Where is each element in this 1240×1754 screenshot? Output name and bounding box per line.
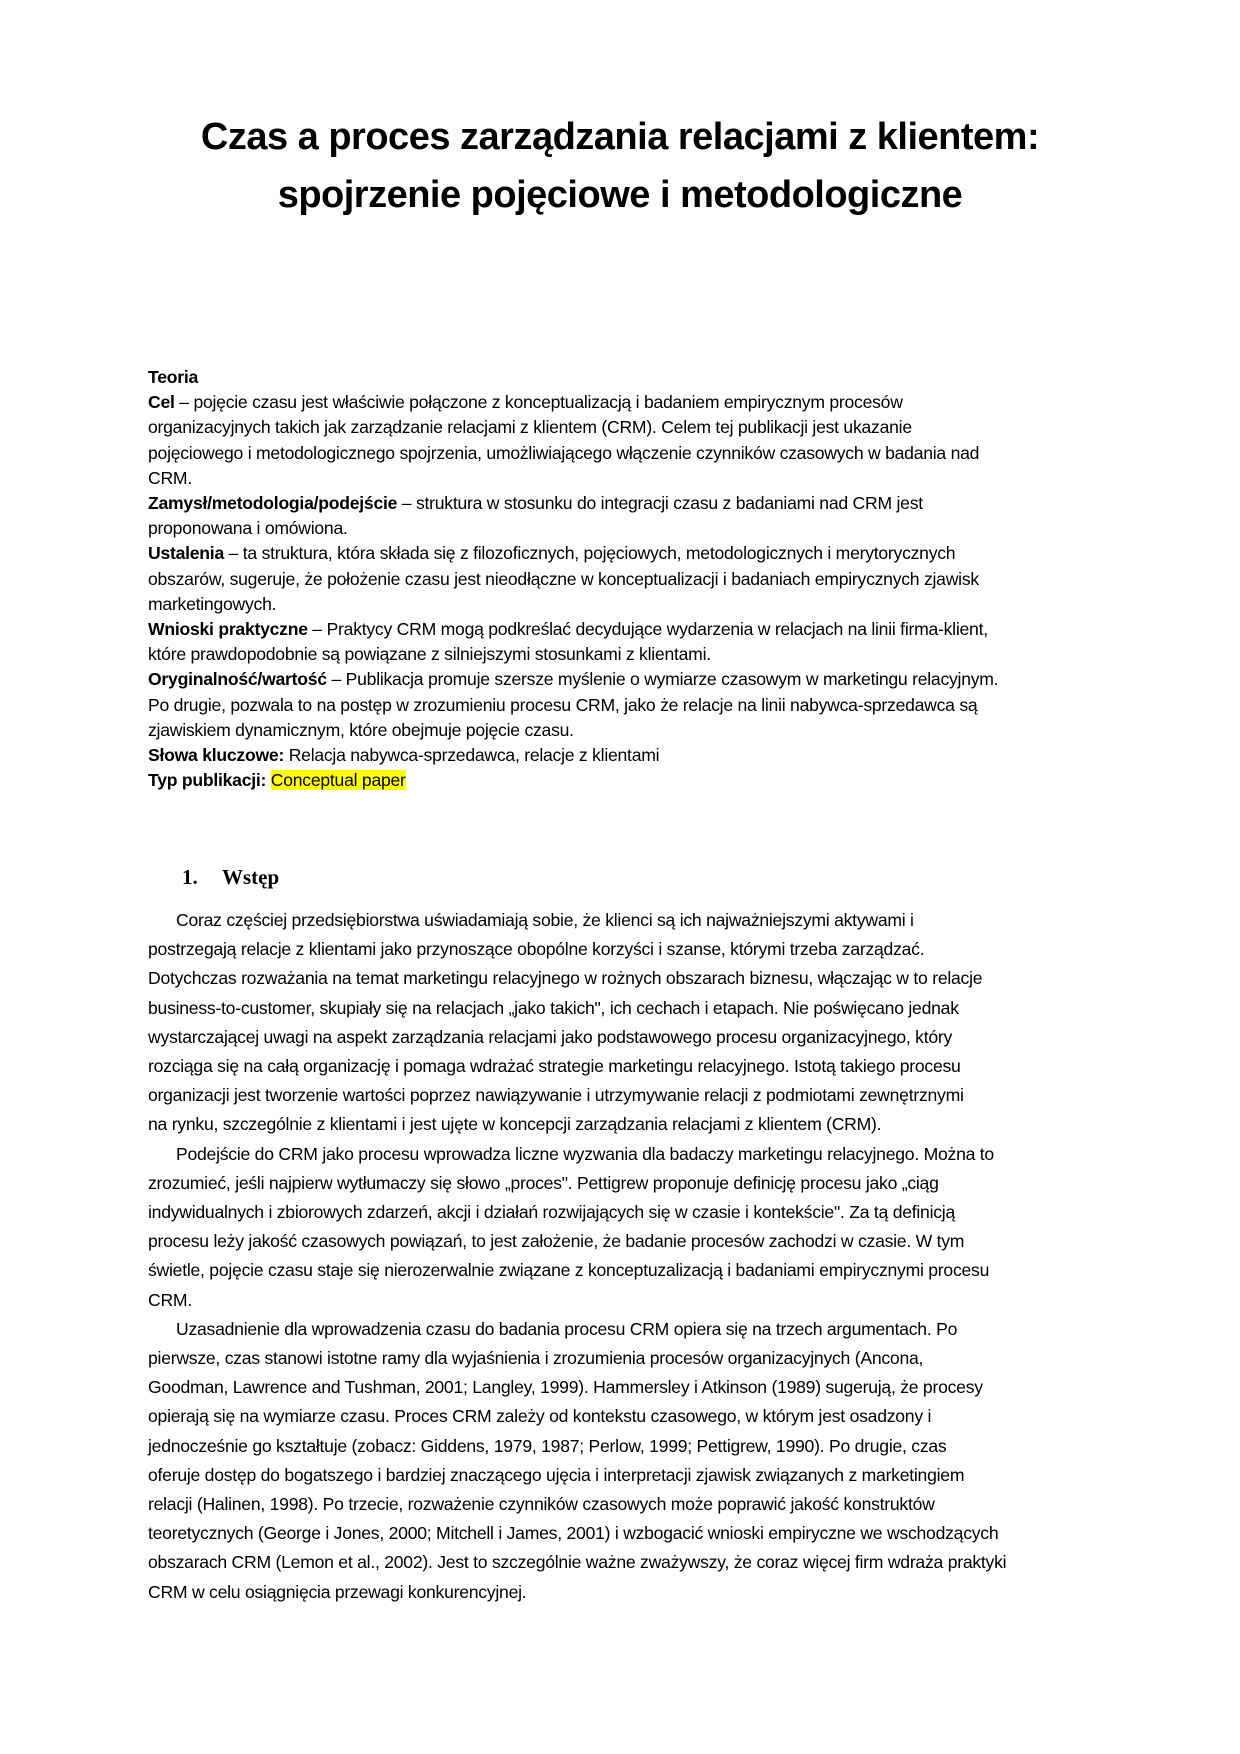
title-line-1: Czas a proces zarządzania relacjami z klientem: <box>200 116 1040 158</box>
abstract-heading: Teoria <box>148 367 198 387</box>
paragraph-line: oferuje dostęp do bogatszego i bardziej znaczącego ujęcia i interpretacji zjawisk związanych z marketingiem <box>148 1464 965 1485</box>
paragraph-line: świetle, pojęcie czasu staje się nierozerwalnie związane z konceptuzalizacją i badaniami empirycznymi procesu <box>148 1260 990 1281</box>
paragraph-line: obszarach CRM (Lemon et al., 2002). Jest to szczególnie ważne zważywszy, że coraz więcej firm wdraża praktyki <box>148 1552 1007 1573</box>
paragraph-line: teoretycznych (George i Jones, 2000; Mitchell i James, 2001) i wzbogacić wnioski empiryczne we wschodzących <box>148 1523 999 1544</box>
cel-text: – pojęcie czasu jest właściwie połączone z konceptualizacją i badaniem empirycznym procesów <box>174 392 903 413</box>
paragraph-line: procesu leży jakość czasowych powiązań, to jest założenie, że badanie procesów zachodzi w czasie. W tym <box>148 1231 965 1252</box>
oryginalnosc-text: Po drugie, pozwala to na postęp w zrozumieniu procesu CRM, jako że relacje na linii nabywca-sprzedawca są <box>148 694 978 715</box>
ustalenia-text: obszarów, sugeruje, że położenie czasu jest nieodłączne w konceptualizacji i badaniach empirycznych zjawisk <box>148 568 979 589</box>
wnioski-text: które prawdopodobnie są powiązane z silniejszymi stosunkami z klientami. <box>148 644 711 665</box>
cel-label: Cel <box>148 392 175 413</box>
body-text <box>148 906 1093 1607</box>
paragraph-3 <box>148 1315 1093 1607</box>
oryginalnosc-text: – Publikacja promuje szersze myślenie o wymiarze czasowym w marketingu relacyjnym. <box>326 669 999 690</box>
ustalenia-text: marketingowych. <box>148 593 277 614</box>
publication-type-label: Typ publikacji: <box>148 770 267 791</box>
oryginalnosc-label: Oryginalność/wartość <box>148 669 327 690</box>
keywords-label: Słowa kluczowe: <box>148 745 285 766</box>
paragraph-line: Podejście do CRM jako procesu wprowadza liczne wyzwania dla badaczy marketingu relacyjnego. Można to <box>176 1143 994 1164</box>
zamysl-text: – struktura w stosunku do integracji czasu z badaniami nad CRM jest <box>397 493 923 514</box>
paragraph-line: organizacji jest tworzenie wartości poprzez nawiązywanie i utrzymywanie relacji z podmiotami zewnętrznymi <box>148 1085 964 1106</box>
zamysl-text: proponowana i omówiona. <box>148 518 348 539</box>
zamysl-label: Zamysł/metodologia/podejście <box>148 493 398 514</box>
paragraph-line: jednocześnie go kształtuje (zobacz: Giddens, 1979, 1987; Perlow, 1999; Pettigrew, 1990). Po drugie, czas <box>148 1435 947 1456</box>
paragraph-1 <box>148 906 1093 1140</box>
paragraph-line: Uzasadnienie dla wprowadzenia czasu do badania procesu CRM opiera się na trzech argumentach. Po <box>176 1318 958 1339</box>
cel-text: organizacyjnych takich jak zarządzanie relacjami z klientem (CRM). Celem tej publikacji jest ukazanie <box>148 417 912 438</box>
paragraph-line: Goodman, Lawrence and Tushman, 2001; Langley, 1999). Hammersley i Atkinson (1989) sugerują, że procesy <box>148 1377 983 1398</box>
abstract <box>148 365 1088 793</box>
paragraph-line: postrzegają relacje z klientami jako przynoszące obopólne korzyści i szanse, którymi trzeba zarządzać. <box>148 939 925 960</box>
abstract-wnioski <box>148 617 1088 667</box>
paragraph-line: Coraz częściej przedsiębiorstwa uświadamiają sobie, że klienci są ich najważniejszymi aktywami i <box>176 910 914 930</box>
oryginalnosc-text: zjawiskiem dynamicznym, które obejmuje pojęcie czasu. <box>148 719 574 740</box>
wnioski-text: – Praktycy CRM mogą podkreślać decydujące wydarzenia w relacjach na linii firma-klient, <box>307 619 988 640</box>
abstract-zamysl <box>148 491 1088 541</box>
paragraph-line: zrozumieć, jeśli najpierw wytłumaczy się słowo „proces". Pettigrew proponuje definicję procesu jako „ciąg <box>148 1172 939 1193</box>
cel-text: CRM. <box>148 467 192 488</box>
abstract-publication-type <box>148 768 1088 793</box>
abstract-cel <box>148 390 1088 491</box>
paragraph-line: wystarczającej uwagi na aspekt zarządzania relacjami jako podstawowego procesu organizacyjnego, który <box>148 1026 953 1047</box>
abstract-ustalenia <box>148 541 1088 617</box>
paragraph-line: CRM w celu osiągnięcia przewagi konkurencyjnej. <box>148 1581 527 1602</box>
ustalenia-text: – ta struktura, która składa się z filozoficznych, pojęciowych, metodologicznych i merytorycznych <box>223 543 956 564</box>
wnioski-label: Wnioski praktyczne <box>148 619 308 640</box>
abstract-keywords <box>148 743 1088 768</box>
title-line-2: spojrzenie pojęciowe i metodologiczne <box>277 174 963 216</box>
cel-text: pojęciowego i metodologicznego spojrzenia, umożliwiającego włączenie czynników czasowych w badania nad <box>148 442 980 463</box>
paragraph-line: CRM. <box>148 1289 192 1310</box>
abstract-oryginalnosc <box>148 667 1088 743</box>
paragraph-line: rozciąga się na całą organizację i pomaga wdrażać strategie marketingu relacyjnego. Istotą takiego procesu <box>148 1056 961 1077</box>
paragraph-line: Dotychczas rozważania na temat marketingu relacyjnego w rożnych obszarach biznesu, włączając w to relacje <box>148 968 983 989</box>
publication-type-value: Conceptual paper <box>270 770 406 791</box>
page-title <box>120 108 1120 224</box>
paragraph-2 <box>148 1140 1093 1315</box>
keywords-value: Relacja nabywca-sprzedawca, relacje z klientami <box>284 745 660 766</box>
paragraph-line: pierwsze, czas stanowi istotne ramy dla wyjaśnienia i zrozumienia procesów organizacyjnych (Ancona, <box>148 1348 924 1369</box>
section-heading <box>182 862 279 892</box>
paragraph-line: indywidualnych i zbiorowych zdarzeń, akcji i działań rozwijających się w czasie i kontekście". Za tą definicją <box>148 1202 955 1223</box>
paragraph-line: business-to-customer, skupiały się na relacjach „jako takich", ich cechach i etapach. Nie poświęcano jednak <box>148 997 959 1018</box>
ustalenia-label: Ustalenia <box>148 543 224 564</box>
paragraph-line: relacji (Halinen, 1998). Po trzecie, rozważenie czynników czasowych może poprawić jakość konstruktów <box>148 1494 935 1515</box>
paragraph-line: opierają się na wymiarze czasu. Proces CRM zależy od kontekstu czasowego, w którym jest osadzony i <box>148 1406 932 1427</box>
paragraph-line: na rynku, szczególnie z klientami i jest ujęte w koncepcji zarządzania relacjami z klientem (CRM). <box>148 1114 882 1135</box>
section-title: Wstęp <box>222 865 280 889</box>
section-number: 1. <box>182 865 198 889</box>
